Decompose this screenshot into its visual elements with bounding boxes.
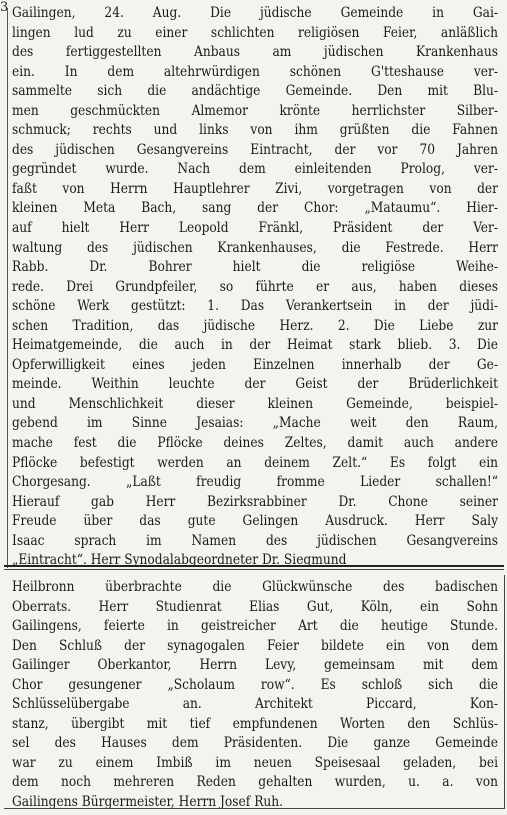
- text-line: schöne Werk gestützt: 1. Das Verankertsein in der jüdi-: [12, 298, 498, 315]
- text-line: faßt von Herrn Hauptlehrer Zivi, vorgetragen von der: [12, 180, 498, 197]
- right-border-rule: [504, 575, 505, 809]
- text-line: Pflöcke befestigt werden an deinem Zelt.“ Es folgt ein: [12, 454, 498, 471]
- text-line: sel des Hauses dem Präsidenten. Die ganze Gemeinde: [12, 735, 498, 752]
- text-line: Chor gesungener „Scholaum row“. Es schloß sich die: [12, 676, 498, 693]
- text-line: schen Tradition, das jüdische Herz. 2. Die Liebe zur: [12, 317, 498, 334]
- text-line: Chorgesang. „Laßt freudig fromme Lieder schallen!“: [12, 474, 498, 491]
- text-line: gebend im Sinne Jesaias: „Mache weit den Raum,: [12, 415, 498, 432]
- text-line: auf hielt Herr Leopold Fränkl, Präsident der Ver-: [12, 220, 498, 237]
- text-line: Rabb. Dr. Bohrer hielt die religiöse Weihe-: [12, 259, 498, 276]
- text-line: des jüdischen Gesangvereins Eintracht, der vor 70 Jahren: [12, 141, 498, 158]
- text-line: „Eintracht“. Herr Synodalabgeordneter Dr. Siegmund: [12, 552, 347, 569]
- text-line: Isaac sprach im Namen des jüdischen Gesangvereins: [12, 532, 498, 549]
- text-line: Freude über das gute Gelingen Ausdruck. Herr Saly: [12, 513, 498, 530]
- text-line: rede. Drei Grundpfeiler, so führte er aus, haben dieses: [12, 278, 498, 295]
- text-line: Heilbronn überbrachte die Glückwünsche des badischen: [12, 579, 498, 595]
- bottom-border-rule: [4, 808, 504, 809]
- text-line: ein. In dem altehrwürdigen schönen G'tteshause ver-: [12, 63, 498, 80]
- column-divider-thin: [4, 569, 504, 570]
- text-line: dem noch mehreren Reden gehalten wurden, u. a. von: [12, 774, 498, 791]
- clipping-mark: 3: [0, 0, 9, 15]
- text-line: mache fest die Pflöcke deines Zeltes, damit auch andere: [12, 435, 498, 452]
- text-line: meinde. Weithin leuchte der Geist der Brüderlichkeit: [12, 376, 498, 393]
- text-line: und Menschlichkeit dieser kleinen Gemeinde, beispiel-: [12, 395, 498, 412]
- article-column-1: [12, 4, 498, 571]
- text-line: Gailingen, 24. Aug. Die jüdische Gemeinde in Gai-: [12, 5, 498, 21]
- text-line: schmuck; rechts und links von ihm grüßten die Fahnen: [12, 122, 498, 139]
- text-line: kleinen Meta Bach, sang der Chor: „Mataumu“. Hier-: [12, 200, 498, 217]
- text-line: Schlüsselübergabe an. Architekt Piccard, Kon-: [12, 696, 498, 713]
- text-line: Gailingens Bürgermeister, Herrn Josef Ruh.: [12, 794, 284, 811]
- text-line: Gailingens, feierte in geistreicher Art die heutige Stunde.: [12, 618, 498, 635]
- text-line: Hierauf gab Herr Bezirksrabbiner Dr. Chone seiner: [12, 493, 498, 510]
- text-line: gegründet wurde. Nach dem einleitenden Prolog, ver-: [12, 161, 498, 178]
- text-line: sammelte sich die andächtige Gemeinde. Den mit Blu-: [12, 83, 498, 100]
- column-divider: [4, 565, 504, 567]
- article-column-2: [12, 578, 498, 813]
- text-line: war zu einem Imbiß im neuen Speisesaal geladen, bei: [12, 754, 498, 771]
- text-line: waltung des jüdischen Krankenhauses, die Festrede. Herr: [12, 239, 498, 256]
- text-line: Oberrats. Herr Studienrat Elias Gut, Köln, ein Sohn: [12, 598, 498, 615]
- column-edge-rule: [2, 8, 8, 568]
- text-line: Den Schluß der synagogalen Feier bildete ein von dem: [12, 637, 498, 654]
- text-line: Heimatgemeinde, die auch in der Heimat stark blieb. 3. Die: [12, 337, 498, 354]
- text-line: Gailinger Oberkantor, Herrn Levy, gemeinsam mit dem: [12, 657, 498, 674]
- text-line: lingen lud zu einer schlichten religiösen Feier, anläßlich: [12, 24, 498, 41]
- text-line: stanz, übergibt mit tief empfundenen Worten den Schlüs-: [12, 715, 498, 732]
- text-line: des fertiggestellten Anbaus am jüdischen Krankenhaus: [12, 44, 498, 61]
- text-line: men geschmückten Almemor krönte herrlichster Silber-: [12, 102, 498, 119]
- text-line: Opferwilligkeit eines jeden Einzelnen innerhalb der Ge-: [12, 356, 498, 373]
